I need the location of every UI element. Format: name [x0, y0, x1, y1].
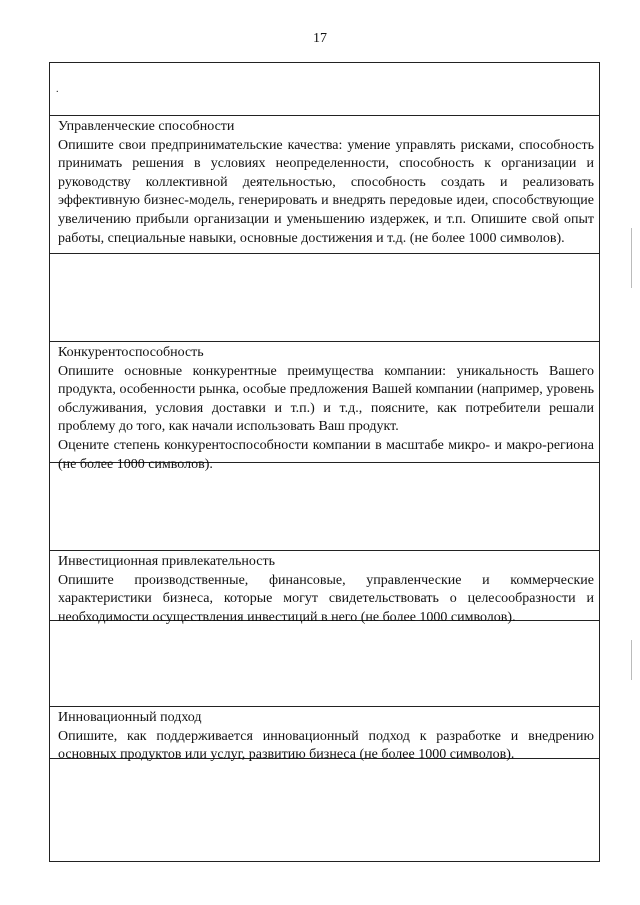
stray-mark: .: [56, 84, 59, 95]
section-title: Инвестиционная привлекательность: [58, 554, 275, 569]
answer-field-innovative-approach[interactable]: [50, 759, 599, 861]
scan-edge-mark: [631, 640, 632, 680]
section-paragraph: Опишите основные конкурентные преимущества компании: уникальность Вашего продукта, особенности рынка, особые предложения Вашей компании (например, уровень обслуживания, условия доставки и т.п.) и т.д., поясните, как потребители решали проблему до того, как начали использовать Ваш продукт.: [58, 363, 594, 435]
section-innovative-approach: [50, 707, 599, 763]
application-form-table: [49, 62, 600, 862]
answer-field-investment-attractiveness[interactable]: [50, 621, 599, 707]
section-description: [58, 363, 594, 475]
answer-field-previous[interactable]: [50, 63, 599, 116]
section-description: [58, 137, 594, 249]
section-title: Инновационный подход: [58, 710, 202, 725]
page-number: 17: [313, 31, 327, 46]
section-paragraph: Опишите, как поддерживается инновационный подход к разработке и внедрению основных продуктов или услуг, развитию бизнеса (не более 1000 символов).: [58, 728, 594, 763]
answer-field-management-abilities[interactable]: [50, 254, 599, 342]
scan-edge-mark: [631, 228, 632, 288]
section-title: Управленческие способности: [58, 119, 235, 134]
section-paragraph: Опишите производственные, финансовые, управленческие и коммерческие характеристики бизнеса, которые могут свидетельствовать о целесообразности и необходимости осуществления инвестиций в него (не более 1000 символов).: [58, 572, 594, 625]
section-investment-attractiveness: [50, 551, 599, 625]
section-management-abilities: [50, 116, 599, 254]
section-competitiveness: [50, 342, 599, 472]
section-paragraph: Опишите свои предпринимательские качества: умение управлять рисками, способность принимать решения в условиях неопределенности, способность к организации и руководству коллективной деятельностью, способность создать и реализовать эффективную бизнес-модель, генерировать и внедрять передовые идеи, способствующие увеличению прибыли организации и уменьшению издержек, и т.п. Опишите свой опыт работы, специальные навыки, основные достижения и т.д. (не более 1000 символов).: [58, 137, 594, 246]
section-title: Конкурентоспособность: [58, 345, 204, 360]
answer-field-competitiveness[interactable]: [50, 463, 599, 551]
section-description: [58, 572, 594, 628]
section-paragraph: Оцените степень конкурентоспособности компании в масштабе микро- и макро-региона (не более 1000 символов).: [58, 437, 594, 472]
